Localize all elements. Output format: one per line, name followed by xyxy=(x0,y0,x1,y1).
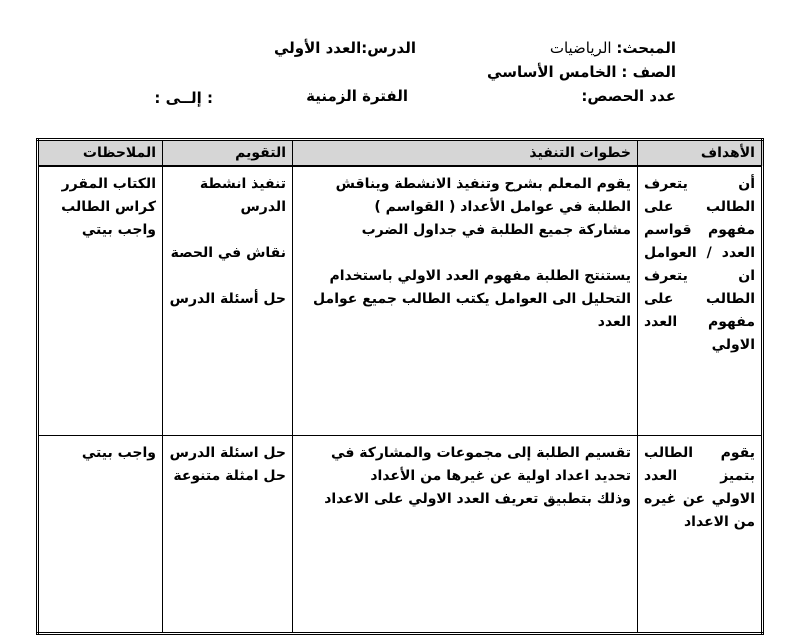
steps-cell xyxy=(293,166,638,436)
lesson-label: الدرس: xyxy=(361,39,416,57)
lesson-line xyxy=(274,38,416,58)
notes-text: واجب بيتي xyxy=(81,445,156,461)
evaluation-text-2: نقاش في الحصة xyxy=(170,245,286,261)
header-notes: الملاحظات xyxy=(38,140,163,167)
grade-label: الصف : xyxy=(621,63,676,81)
steps-text-2: يستنتج الطلبة مفهوم العدد الاولي باستخدام التحليل الى العوامل يكتب الطالب جميع عوامل العدد xyxy=(313,268,631,330)
periods-line xyxy=(581,86,676,106)
time-to-label: : إلــى : xyxy=(154,89,213,107)
table-header-row xyxy=(38,140,763,167)
time-period-label: الفترة الزمنية xyxy=(306,87,408,105)
lesson-plan-table xyxy=(36,138,764,635)
evaluation-text-3: حل أسئلة الدرس xyxy=(169,291,286,307)
grade-line xyxy=(487,62,676,82)
header-evaluation: التقويم xyxy=(163,140,293,167)
evaluation-text-1: تنفيذ انشطة الدرس xyxy=(199,176,286,215)
lesson-value: العدد الأولي xyxy=(273,39,362,57)
evaluation-text-1: حل اسئلة الدرس حل امثلة متنوعة xyxy=(169,445,286,484)
goals-text: يقوم الطالب بتميز العدد الاولي عن غيره من الاعداد xyxy=(644,445,755,530)
steps-text-1: تقسيم الطلبة إلى مجموعات والمشاركة في تحديد اعداد اولية عن غيرها من الأعداد وذلك بتطبيق تعريف العدد الاولي على الاعداد xyxy=(324,445,631,507)
notes-text: الكتاب المقرر كراس الطالب واجب بيتي xyxy=(61,176,156,238)
evaluation-cell xyxy=(163,436,293,634)
evaluation-cell xyxy=(163,166,293,436)
notes-cell xyxy=(38,436,163,634)
steps-text-1: يقوم المعلم بشرح وتنفيذ الانشطة ويناقش الطلبة في عوامل الأعداد ( القواسم ) مشاركة جميع الطلبة في جداول الضرب xyxy=(335,176,631,238)
header-goals: الأهداف xyxy=(638,140,763,167)
header-steps: خطوات التنفيذ xyxy=(293,140,638,167)
periods-label: عدد الحصص: xyxy=(581,87,676,105)
notes-cell xyxy=(38,166,163,436)
subject-label: المبحث: xyxy=(616,39,676,57)
table-row xyxy=(38,436,763,634)
goals-cell xyxy=(638,166,763,436)
subject-line xyxy=(550,38,676,58)
steps-cell xyxy=(293,436,638,634)
goals-text: أن يتعرف الطالب على مفهوم قواسم العدد / العوامل ان يتعرف الطالب على مفهوم العدد الاولي xyxy=(644,176,755,353)
grade-value: الخامس الأساسي xyxy=(487,63,617,81)
table-row xyxy=(38,166,763,436)
goals-cell xyxy=(638,436,763,634)
subject-value: الرياضيات xyxy=(549,39,612,57)
